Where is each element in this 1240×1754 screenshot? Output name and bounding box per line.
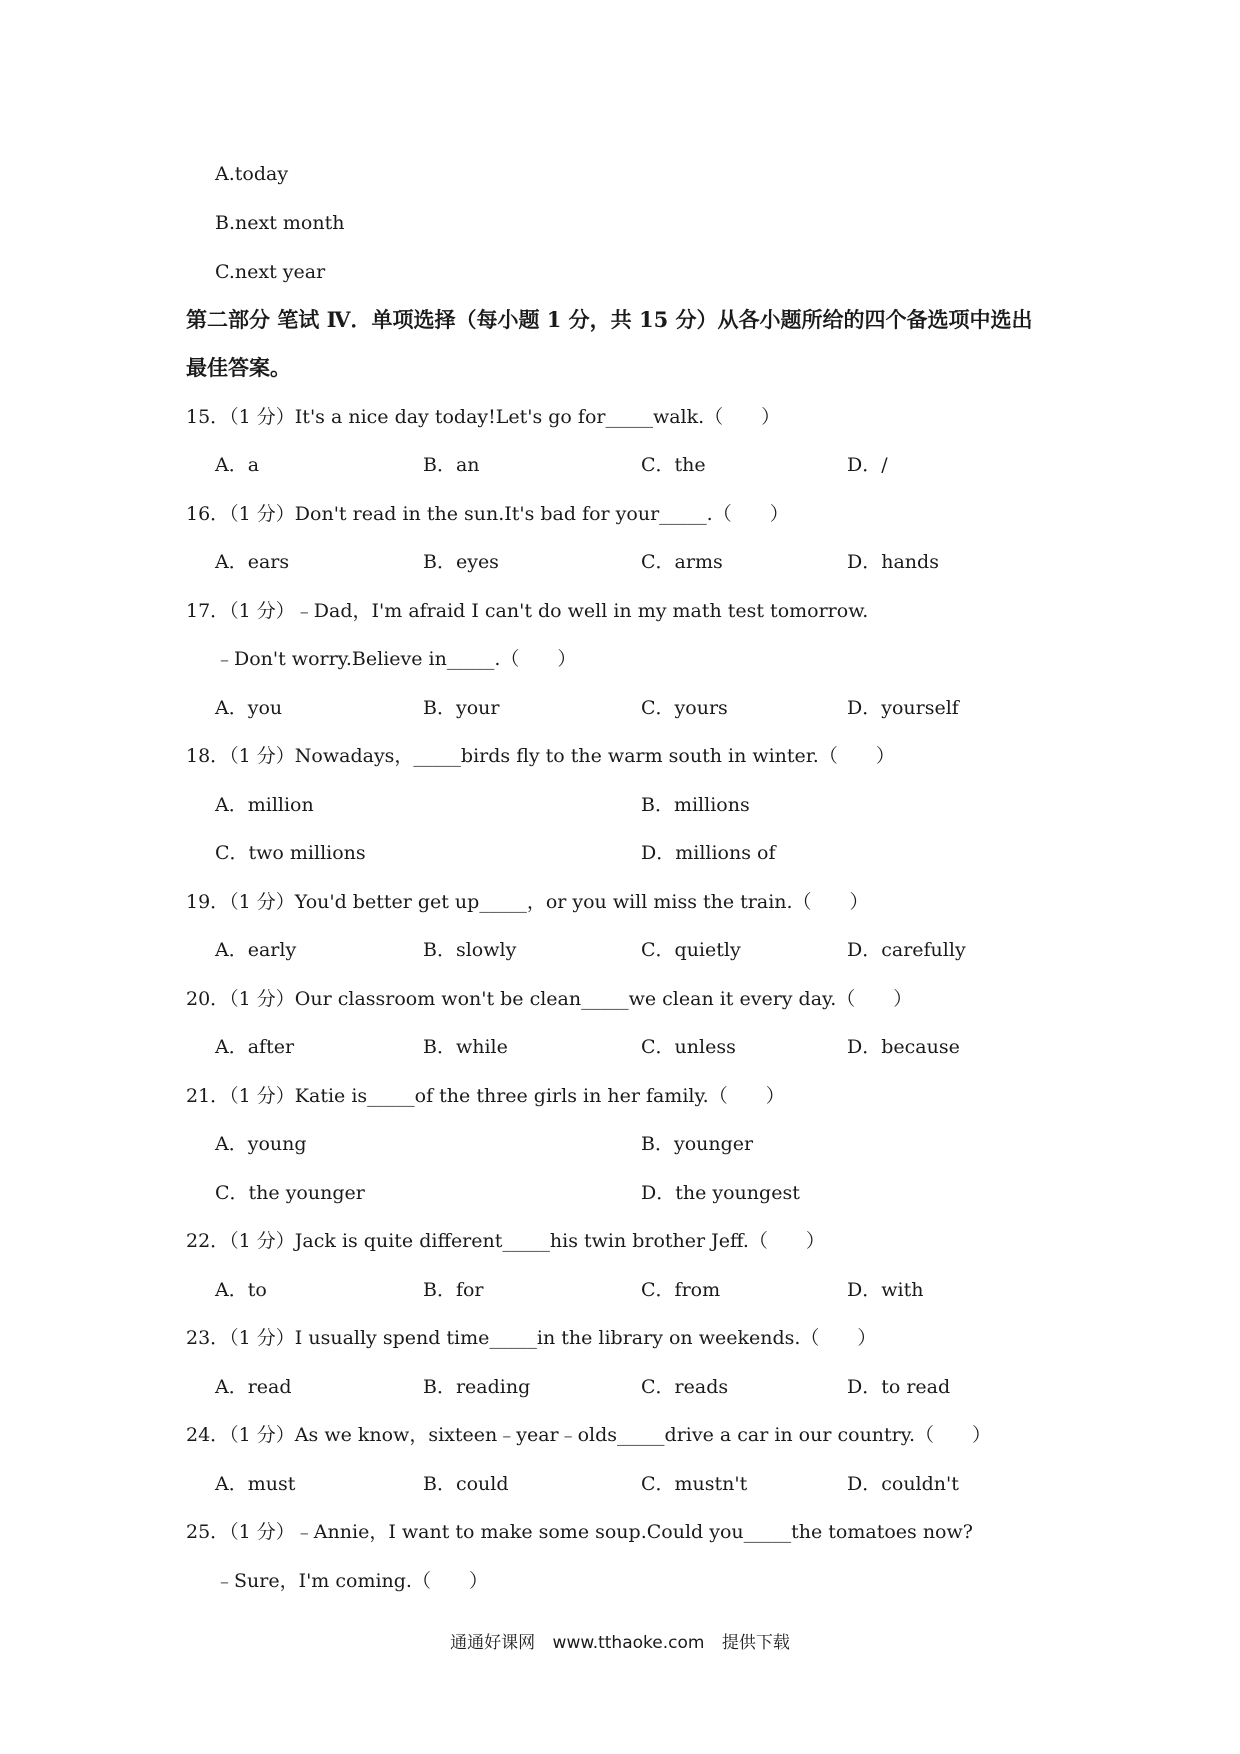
option-a: A．you — [215, 697, 283, 719]
option-b: B．younger — [641, 1133, 754, 1155]
option-b: B．millions — [641, 794, 750, 816]
option-c: C．unless — [641, 1036, 736, 1058]
option-a: A.today — [215, 163, 289, 185]
question-25-stem-reply: ﹣Sure，I'm coming.（ ） — [215, 1570, 488, 1592]
option-c: C．reads — [641, 1376, 729, 1398]
option-b: B．while — [423, 1036, 508, 1058]
option-d: D．hands — [847, 551, 939, 573]
option-a: A．must — [215, 1473, 296, 1495]
question-15-stem: 15．（1 分）It's a nice day today!Let's go for_____walk.（ ） — [186, 406, 781, 428]
option-c: C．yours — [641, 697, 728, 719]
option-d: D．yourself — [847, 697, 959, 719]
option-a: A．ears — [215, 551, 290, 573]
section-title-cont: 最佳答案。 — [186, 355, 291, 380]
option-b: B．for — [423, 1279, 484, 1301]
question-20-stem: 20．（1 分）Our classroom won't be clean_____we clean it every day.（ ） — [186, 988, 913, 1010]
option-d: D．millions of — [641, 842, 776, 864]
question-18-stem: 18．（1 分）Nowadays，_____birds fly to the warm south in winter.（ ） — [186, 745, 895, 767]
option-c: C．quietly — [641, 939, 741, 961]
option-a: A．million — [215, 794, 314, 816]
footer-url[interactable]: www.tthaoke.com — [552, 1633, 705, 1653]
question-17-stem: 17．（1 分）﹣Dad，I'm afraid I can't do well in my math test tomorrow. — [186, 600, 869, 622]
option-d: D．with — [847, 1279, 924, 1301]
footer-note: 提供下载 — [721, 1633, 790, 1653]
option-b: B．an — [423, 454, 480, 476]
option-c: C．from — [641, 1279, 721, 1301]
option-a: A．young — [215, 1133, 307, 1155]
option-d: D．the youngest — [641, 1182, 800, 1204]
footer-site-name: 通通好课网 — [450, 1633, 536, 1653]
option-c: C．mustn't — [641, 1473, 748, 1495]
question-22-stem: 22．（1 分）Jack is quite different_____his twin brother Jeff.（ ） — [186, 1230, 825, 1252]
option-d: D．because — [847, 1036, 960, 1058]
option-b: B．eyes — [423, 551, 499, 573]
option-b: B.next month — [215, 212, 345, 234]
section-title: 第二部分 笔试 Ⅳ．单项选择（每小题 1 分，共 15 分）从各小题所给的四个备选项中选出 — [186, 307, 1033, 332]
question-24-stem: 24．（1 分）As we know，sixteen﹣year﹣olds_____drive a car in our country.（ ） — [186, 1424, 992, 1446]
option-b: B．could — [423, 1473, 509, 1495]
question-23-stem: 23．（1 分）I usually spend time_____in the library on weekends.（ ） — [186, 1327, 877, 1349]
page-footer — [0, 1628, 1240, 1653]
option-a: A．early — [215, 939, 297, 961]
option-a: A．after — [215, 1036, 295, 1058]
option-a: A．read — [215, 1376, 292, 1398]
option-d: D．/ — [847, 454, 888, 476]
option-a: A．to — [215, 1279, 267, 1301]
option-d: D．to read — [847, 1376, 951, 1398]
option-c: C.next year — [215, 261, 326, 283]
question-16-stem: 16．（1 分）Don't read in the sun.It's bad for your_____.（ ） — [186, 503, 789, 525]
option-b: B．your — [423, 697, 500, 719]
option-b: B．slowly — [423, 939, 517, 961]
option-c: C．arms — [641, 551, 723, 573]
option-c: C．the — [641, 454, 706, 476]
option-b: B．reading — [423, 1376, 531, 1398]
question-25-stem: 25．（1 分）﹣Annie，I want to make some soup.Could you_____the tomatoes now? — [186, 1521, 973, 1543]
question-19-stem: 19．（1 分）You'd better get up_____，or you will miss the train.（ ） — [186, 891, 869, 913]
question-17-stem-reply: ﹣Don't worry.Believe in_____.（ ） — [215, 648, 577, 670]
option-a: A．a — [215, 454, 260, 476]
option-d: D．carefully — [847, 939, 966, 961]
option-c: C．the younger — [215, 1182, 365, 1204]
option-d: D．couldn't — [847, 1473, 959, 1495]
question-21-stem: 21．（1 分）Katie is_____of the three girls in her family.（ ） — [186, 1085, 785, 1107]
option-c: C．two millions — [215, 842, 366, 864]
